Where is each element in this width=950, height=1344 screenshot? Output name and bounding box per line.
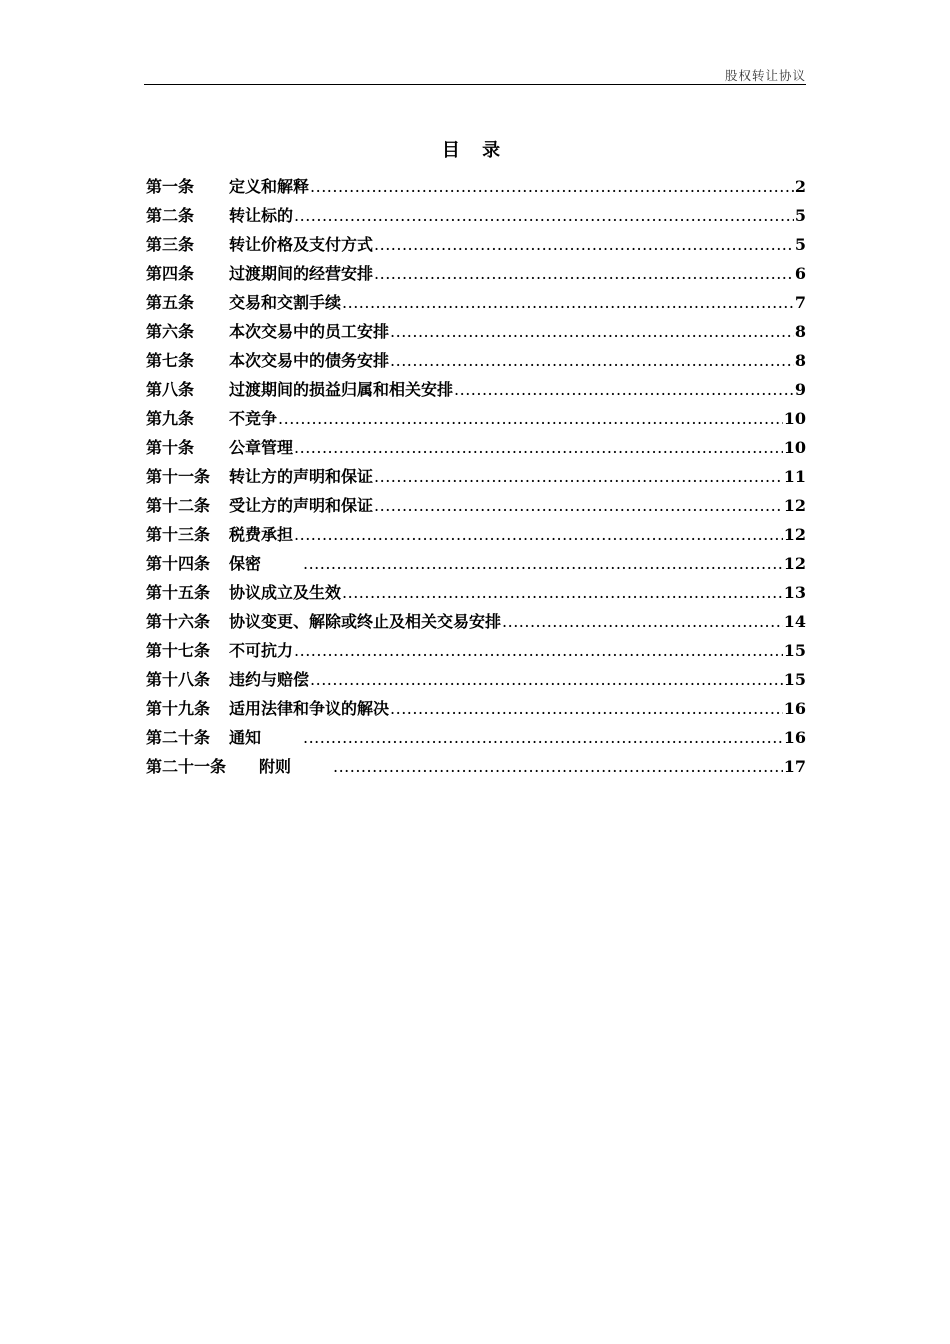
toc-entry-page: 5 [794, 206, 806, 225]
toc-entry[interactable] [146, 346, 806, 375]
toc-leader-dots [502, 607, 783, 636]
toc-entry-number: 第十八条 [146, 670, 211, 689]
toc-entry[interactable] [146, 317, 806, 346]
toc-entry-page: 5 [794, 235, 806, 254]
toc-leader-dots [310, 665, 783, 694]
toc-entry-number: 第五条 [146, 293, 195, 312]
toc-entry-number: 第十条 [146, 438, 195, 457]
toc-entry-label: 定义和解释 [229, 177, 310, 196]
toc-entry-number: 第七条 [146, 351, 195, 370]
toc-leader-dots [454, 375, 794, 404]
toc-entry[interactable] [146, 607, 806, 636]
toc-entry-label: 协议变更、解除或终止及相关交易安排 [229, 612, 502, 631]
toc-entry-number: 第十二条 [146, 496, 211, 515]
toc-entry-number: 第十九条 [146, 699, 211, 718]
toc-entry-number: 第十三条 [146, 525, 211, 544]
toc-entry-page: 6 [794, 264, 806, 283]
toc-leader-dots [374, 462, 783, 491]
toc-entry-label: 协议成立及生效 [229, 583, 342, 602]
toc-entry-page: 8 [794, 351, 806, 370]
toc-leader-dots [374, 491, 783, 520]
toc-entry-label: 过渡期间的损益归属和相关安排 [229, 380, 454, 399]
toc-entry[interactable] [146, 491, 806, 520]
toc-entry-label: 税费承担 [229, 525, 294, 544]
toc-entry-label: 本次交易中的债务安排 [229, 351, 390, 370]
toc-entry-label: 保密 [229, 554, 262, 573]
toc-entry-label: 违约与赔偿 [229, 670, 310, 689]
toc-entry[interactable] [146, 723, 806, 752]
toc-leader-dots [310, 172, 794, 201]
toc-entry-number: 第一条 [146, 177, 195, 196]
toc-leader-dots [374, 230, 794, 259]
toc-entry-label: 交易和交割手续 [229, 293, 342, 312]
toc-entry[interactable] [146, 259, 806, 288]
toc-entry-number: 第八条 [146, 380, 195, 399]
toc-entry-number: 第二十条 [146, 728, 211, 747]
toc-leader-dots [278, 404, 783, 433]
toc-leader-dots [342, 288, 794, 317]
toc-title: 目 录 [441, 140, 509, 161]
toc-leader-dots [374, 259, 794, 288]
toc-entry-label: 公章管理 [229, 438, 294, 457]
toc-leader-dots [294, 636, 783, 665]
header-title: 股权转让协议 [724, 68, 806, 83]
toc-leader-dots [333, 752, 783, 781]
toc-entry-number: 第十四条 [146, 554, 211, 573]
toc-leader-dots [342, 578, 783, 607]
toc-entry-label: 转让方的声明和保证 [229, 467, 374, 486]
toc-entry-page: 7 [794, 293, 806, 312]
toc-leader-dots [390, 694, 783, 723]
toc-entry-label: 转让标的 [229, 206, 294, 225]
toc-leader-dots [294, 433, 783, 462]
toc-entry-number: 第三条 [146, 235, 195, 254]
toc-entry-page: 13 [783, 583, 806, 602]
toc-entry-label: 不竞争 [229, 409, 278, 428]
toc-entry[interactable] [146, 520, 806, 549]
toc-entry-label: 受让方的声明和保证 [229, 496, 374, 515]
toc-entry-page: 9 [794, 380, 806, 399]
toc-entry-page: 17 [783, 757, 806, 776]
toc-entry[interactable] [146, 636, 806, 665]
toc-entry-label: 适用法律和争议的解决 [229, 699, 390, 718]
toc-entry[interactable] [146, 201, 806, 230]
toc-entry-number: 第二十一条 [146, 757, 227, 776]
toc-entry[interactable] [146, 404, 806, 433]
toc-entry-page: 12 [783, 496, 806, 515]
toc-entry[interactable] [146, 433, 806, 462]
toc-entry-page: 10 [783, 438, 806, 457]
toc-leader-dots [294, 201, 794, 230]
toc-entry-page: 16 [783, 699, 806, 718]
toc-leader-dots [303, 723, 783, 752]
toc-entry-page: 12 [783, 525, 806, 544]
toc-entry-number: 第十七条 [146, 641, 211, 660]
toc-entry-page: 15 [783, 641, 806, 660]
toc-entry-page: 16 [783, 728, 806, 747]
toc-leader-dots [390, 317, 794, 346]
toc-leader-dots [390, 346, 794, 375]
toc-entry[interactable] [146, 375, 806, 404]
toc-entry[interactable] [146, 752, 806, 781]
toc-entry-number: 第四条 [146, 264, 195, 283]
toc-entry-number: 第十五条 [146, 583, 211, 602]
toc-entry-page: 10 [783, 409, 806, 428]
toc-entry-number: 第十一条 [146, 467, 211, 486]
toc-entry[interactable] [146, 288, 806, 317]
toc-entry-page: 2 [794, 177, 806, 196]
toc-entry-label: 附则 [259, 757, 292, 776]
toc-entry-number: 第二条 [146, 206, 195, 225]
toc-entry-label: 不可抗力 [229, 641, 294, 660]
toc-entry-page: 12 [783, 554, 806, 573]
toc-entry-label: 转让价格及支付方式 [229, 235, 374, 254]
toc-entry[interactable] [146, 172, 806, 201]
toc-entry[interactable] [146, 230, 806, 259]
toc-entry[interactable] [146, 694, 806, 723]
toc-entry-label: 通知 [229, 728, 262, 747]
toc-entry-number: 第九条 [146, 409, 195, 428]
toc-entry-page: 11 [783, 467, 806, 486]
page-header [144, 64, 806, 85]
toc-entry[interactable] [146, 578, 806, 607]
toc-entry[interactable] [146, 549, 806, 578]
toc-entry[interactable] [146, 665, 806, 694]
toc-entry-label: 本次交易中的员工安排 [229, 322, 390, 341]
table-of-contents [146, 172, 806, 781]
toc-entry-page: 14 [783, 612, 806, 631]
toc-entry-label: 过渡期间的经营安排 [229, 264, 374, 283]
toc-entry[interactable] [146, 462, 806, 491]
toc-leader-dots [303, 549, 783, 578]
toc-entry-number: 第十六条 [146, 612, 211, 631]
toc-entry-page: 8 [794, 322, 806, 341]
toc-leader-dots [294, 520, 783, 549]
toc-entry-number: 第六条 [146, 322, 195, 341]
toc-entry-page: 15 [783, 670, 806, 689]
